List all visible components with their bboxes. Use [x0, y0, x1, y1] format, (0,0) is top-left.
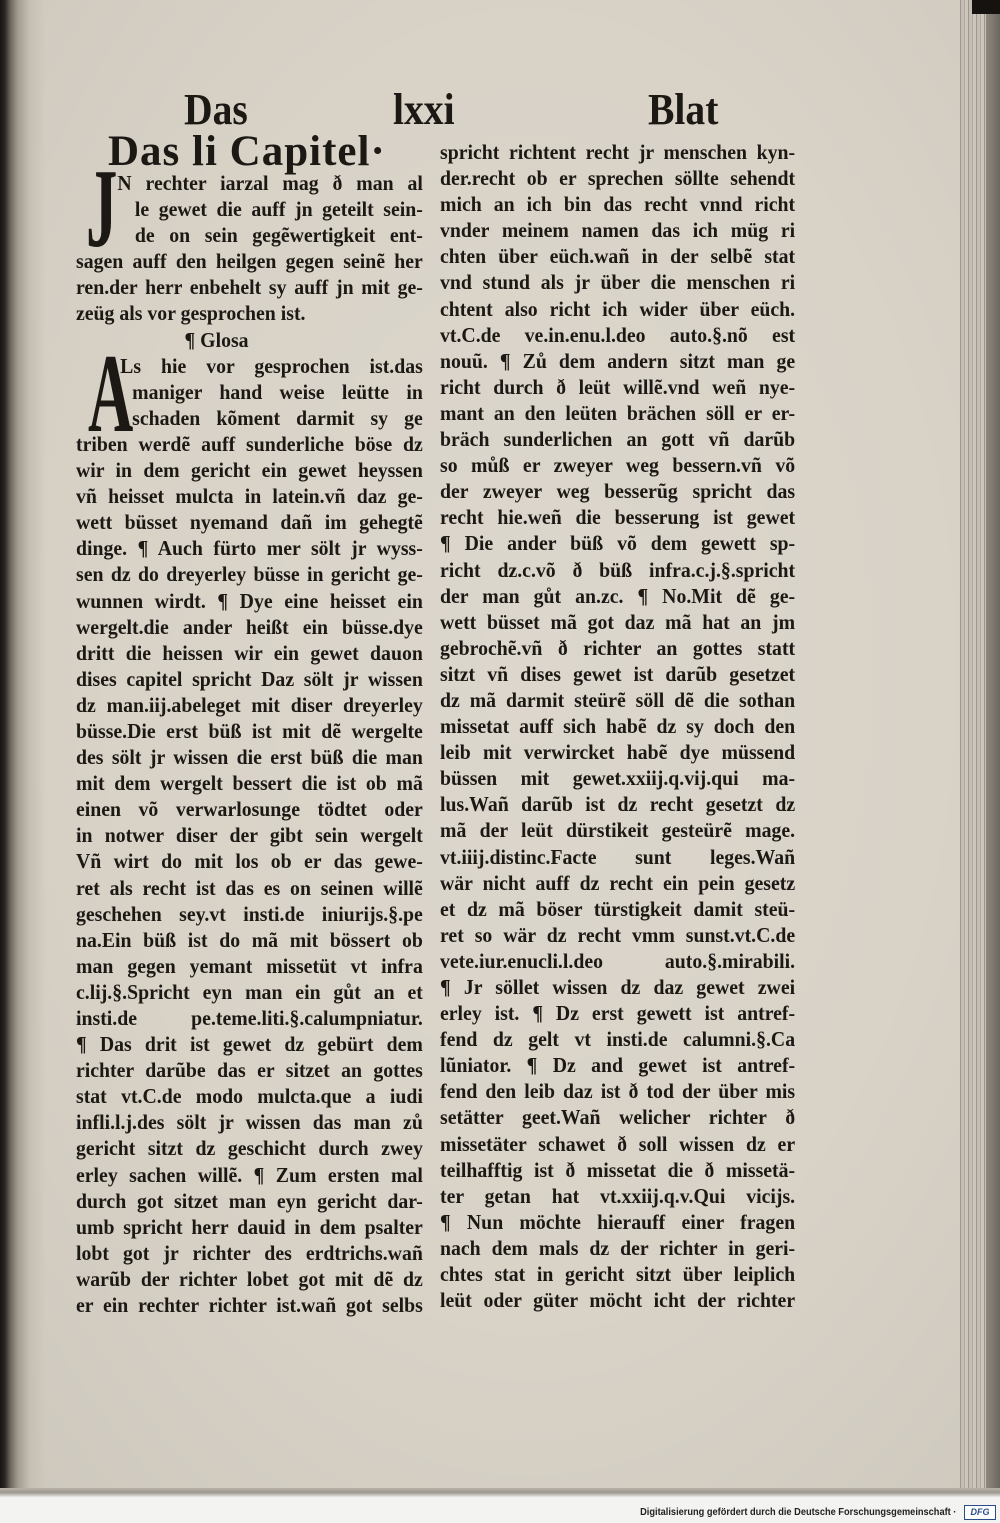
- left-column-line: wunnen wirdt. ¶ Dye eine heisset ein: [76, 588, 423, 613]
- right-column-line: ¶ Nun möchte hierauff einer fragen: [440, 1209, 796, 1234]
- left-column-line: ren.der herr enbehelt sy auff jn mit ge-: [76, 275, 423, 300]
- right-column-line: recht hie.weñ die besserung ist gewet: [440, 505, 796, 530]
- running-head-right: Blat: [648, 85, 719, 134]
- left-column-line: zeüg als vor gesprochen ist.: [76, 301, 306, 326]
- right-column-line: richt dz.c.võ ð büß infra.c.j.§.spricht: [440, 557, 796, 582]
- right-column-line: mã der leüt dürstikeit gesteürẽ mage.: [440, 818, 796, 843]
- running-head-left: Das: [184, 85, 248, 134]
- right-column-line: spricht richtent recht jr menschen kyn-: [440, 140, 796, 164]
- right-column-line: nouũ. ¶ Zů dem andern sitzt man ge: [440, 348, 796, 373]
- right-column-line: leüt oder güter möcht icht der richter: [440, 1288, 796, 1313]
- right-column-line: der.recht ob er sprechen söllte sehendt: [440, 166, 796, 191]
- right-column-line: sitzt vñ dises gewet ist darũb gesetzet: [440, 661, 796, 686]
- left-column-line: er ein rechter richter ist.wañ got selbs: [76, 1293, 423, 1318]
- right-column-line: chten über eüch.wañ in der selbẽ stat: [440, 244, 796, 269]
- right-column-line: ¶ Jr söllet wissen dz daz gewet zwei: [440, 975, 796, 999]
- left-column-line: infli.l.j.des sölt jr wissen das man zů: [76, 1110, 423, 1135]
- scan-corner: [972, 0, 1000, 14]
- left-column-line: Vñ wirt do mit los ob er das gewe-: [76, 849, 423, 874]
- left-column-line: vñ heisset mulcta in latein.vñ daz ge-: [76, 484, 423, 509]
- left-column-line: umb spricht herr dauid in dem psalter: [76, 1214, 423, 1239]
- left-column-line: ret als recht ist das es on seinen willẽ: [76, 875, 423, 900]
- right-column-line: vt.C.de ve.in.enu.l.deo auto.§.nõ est: [440, 322, 796, 347]
- paragraph-2: [76, 353, 423, 1318]
- left-column-line: in notwer diser der gibt sein wergelt: [76, 823, 423, 848]
- left-column-line: einen võ verwarlosunge tödtet oder: [76, 797, 423, 822]
- left-column-line: dises capitel spricht Daz sölt jr wissen: [76, 666, 423, 691]
- right-column-line: fend den leib daz ist ð tod der über mis: [440, 1079, 796, 1104]
- right-column-line: mant an den leüten brächen söll er er-: [440, 400, 796, 425]
- dfg-logo: DFG: [964, 1505, 996, 1520]
- right-column-line: chtent also richt ich wider über eüch.: [440, 296, 796, 321]
- digitization-credit: Digitalisierung gefördert durch die Deutsche Forschungsgemeinschaft ·: [639, 1506, 956, 1518]
- chapter-title: Das li Capitel·: [108, 128, 386, 175]
- right-column-line: der man gůt an.zc. ¶ No.Mit dẽ ge-: [440, 583, 796, 608]
- right-column-line: vnder meinem namen das ich müg ri: [440, 218, 796, 243]
- book-edge-shadow: [986, 0, 1000, 1497]
- left-column-line: dz man.iij.abeleget mit diser dreyerley: [76, 692, 423, 717]
- left-column-line: lobt got jr richter des erdtrichs.wañ: [76, 1240, 423, 1265]
- left-column-line: de on sein gegẽwertigkeit ent-: [134, 223, 423, 248]
- right-column-line: missetat auff sich habẽ dz sy doch den: [440, 714, 796, 739]
- left-column-line: le gewet die auff jn geteilt sein-: [134, 197, 423, 222]
- right-column-line: ter getan hat vt.xxiij.q.v.Qui vicijs.: [440, 1183, 796, 1208]
- right-column-line: dz mã darmit steürẽ söll dẽ die sothan: [440, 687, 796, 712]
- right-column-line: so můß er zweyer weg bessern.vñ võ: [440, 453, 796, 478]
- right-column-line: erley ist. ¶ Dz erst gewett ist antref-: [440, 1001, 796, 1026]
- left-column-line: büsse.Die erst büß ist mit dẽ wergelte: [76, 718, 423, 743]
- right-column-line: ret so wär dz recht vmm sunst.vt.C.de: [440, 922, 796, 947]
- right-column-line: leib mit verwircket habẽ dye müssend: [440, 740, 796, 765]
- left-column-line: triben werdẽ auff sunderliche böse dz: [76, 431, 423, 456]
- left-column-line: wett büsset nyemand dañ im gehegtẽ: [76, 510, 423, 535]
- left-column-line: wergelt.die ander heißt ein büsse.dye: [76, 614, 423, 639]
- right-column-line: mich an ich bin das recht vnnd richt: [440, 192, 796, 217]
- left-column-line: man gegen yemant missetüt vt infra: [76, 953, 423, 978]
- left-column-line: ¶ Das drit ist gewet dz gebürt dem: [76, 1032, 423, 1057]
- right-column-line: et dz mã böser türstigkeit damit steü-: [440, 896, 796, 921]
- left-column-line: erley sachen willẽ. ¶ Zum ersten mal: [76, 1162, 423, 1187]
- right-column-line: teilhafftig ist ð missetat die ð missetä-: [440, 1157, 796, 1182]
- left-column-line: maniger hand weise leütte in: [132, 379, 423, 404]
- left-column-line: c.lij.§.Spricht eyn man ein gůt an et: [76, 979, 423, 1004]
- right-column-line: der zweyer weg besserũg spricht das: [440, 479, 796, 504]
- left-column-line: N rechter iarzal mag ð man al: [117, 171, 423, 195]
- left-column-line: schaden kõment darmit sy ge: [132, 405, 423, 430]
- right-column-line: gebrochẽ.vñ ð richter an gottes statt: [440, 635, 796, 660]
- left-column-line: dinge. ¶ Auch fürto mer sölt jr wyss-: [76, 536, 423, 561]
- right-column-line: lus.Wañ darũb ist dz recht gesetzt dz: [440, 792, 796, 817]
- page-bottom-edge: [0, 1488, 1000, 1497]
- right-column-line: chtes stat in gericht sitzt über leiplich: [440, 1262, 796, 1287]
- left-column-line: dritt die heissen wir ein gewet dauon: [76, 640, 423, 665]
- drop-cap-initial-2: A: [88, 332, 134, 456]
- right-column-line: nach dem mals dz der richter in geri-: [440, 1235, 796, 1260]
- left-column-line: insti.de pe.teme.liti.§.calumpniatur.: [76, 1006, 423, 1030]
- right-column-line: wett büsset mã got daz mã hat an jm: [440, 609, 796, 634]
- right-column-line: missetäter schawet ð soll wissen dz er: [440, 1131, 796, 1156]
- glosa-heading: ¶ Glosa: [184, 327, 249, 352]
- right-column: [440, 139, 795, 1319]
- left-column-line: sen dz do dreyerley büsse in gericht ge-: [76, 562, 423, 587]
- paragraph-1: [76, 170, 423, 327]
- left-column-line: warũb der richter lobet got mit dẽ dz: [76, 1266, 423, 1291]
- left-column-line: durch got sitzet man eyn gericht dar-: [76, 1188, 423, 1213]
- right-column-line: richt durch ð leüt willẽ.vnd weñ nye-: [440, 374, 796, 399]
- right-column-line: büssen mit gewet.xxiij.q.vij.qui ma-: [440, 766, 796, 791]
- right-column-line: vete.iur.enucli.l.deo auto.§.mirabili.: [440, 948, 796, 973]
- left-column-line: mit dem wergelt bessert die ist ob mã: [76, 771, 423, 796]
- folio-number: lxxi: [393, 85, 455, 134]
- left-column-line: gericht sitzt dz geschicht durch zwey: [76, 1136, 423, 1161]
- left-column-line: stat vt.C.de modo mulcta.que a iudi: [76, 1084, 423, 1109]
- left-column-line: des sölt jr wissen die erst büß die man: [76, 745, 423, 770]
- right-column-line: ¶ Die ander büß võ dem gewett sp-: [440, 531, 796, 556]
- left-column-line: geschehen sey.vt insti.de iniurijs.§.pe: [76, 901, 423, 926]
- left-column-line: Ls hie vor gesprochen ist.das: [120, 353, 423, 378]
- drop-cap-initial-1: J: [86, 147, 118, 271]
- right-column-line: vt.iiij.distinc.Facte sunt leges.Wañ: [440, 844, 796, 869]
- book-gutter: [0, 0, 46, 1492]
- right-column-line: fend dz gelt vt insti.de calumni.§.Ca: [440, 1027, 796, 1052]
- right-column-line: setätter geet.Wañ welicher richter ð: [440, 1105, 796, 1130]
- right-column-line: lũniator. ¶ Dz and gewet ist antref-: [440, 1053, 796, 1078]
- left-column-line: wir in dem gericht ein gewet heyssen: [76, 458, 423, 483]
- right-column-line: vnd stund als jr über die menschen ri: [440, 270, 796, 295]
- right-column-line: wär nicht auff dz recht ein pein gesetz: [440, 870, 796, 895]
- left-column-line: richter darũbe das er sitzet an gottes: [76, 1058, 423, 1083]
- right-column-line: bräch sunderlichen an gott vñ darũb: [440, 427, 796, 452]
- right-column-text: [440, 139, 795, 1313]
- left-column-line: sagen auff den heilgen gegen seinẽ her: [76, 249, 423, 274]
- left-column-line: na.Ein büß ist do mã mit bössert ob: [76, 927, 423, 952]
